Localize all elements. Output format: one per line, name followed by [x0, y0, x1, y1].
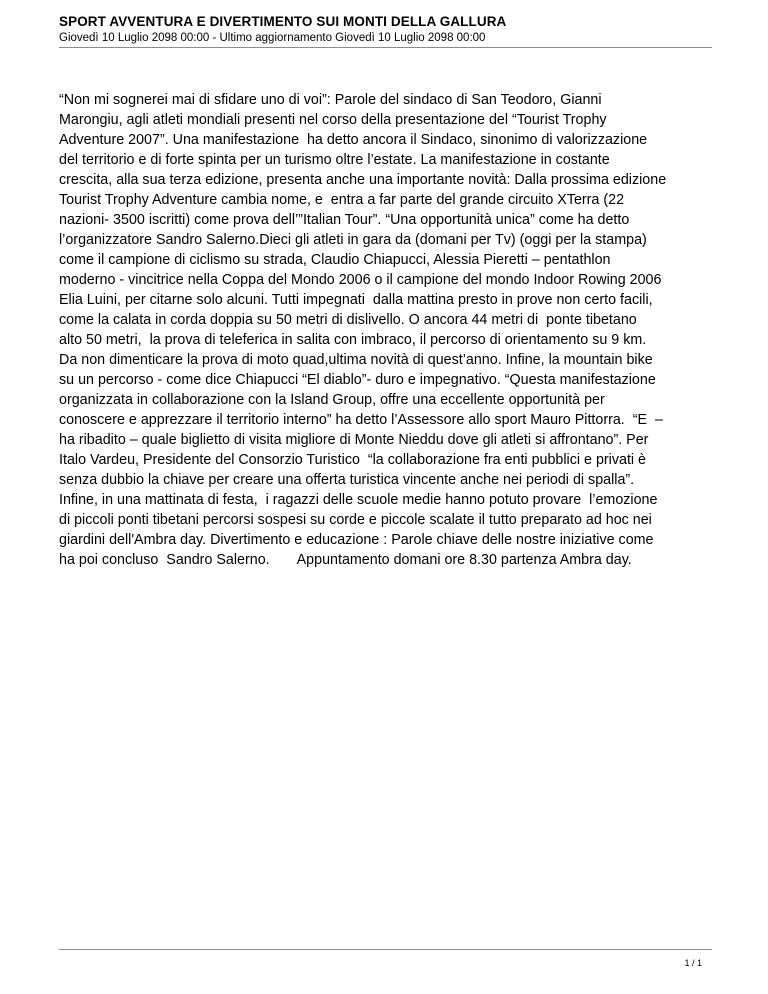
footer-divider — [59, 949, 712, 950]
article-dateline: Giovedì 10 Luglio 2098 00:00 - Ultimo aggiornamento Giovedì 10 Luglio 2098 00:00 — [59, 32, 486, 44]
article-body: “Non mi sognerei mai di sfidare uno di voi”: Parole del sindaco di San Teodoro, Gianni Marongiu, agli atleti mondiali presenti nel corso della presentazione del “Tourist Trophy Adventure 2007”. Una manifestazione ha detto ancora il Sindaco, sinonimo di valorizzazione del territorio e di forte spinta per un turismo oltre l’estate. La manifestazione in costante crescita, alla sua terza edizione, presenta anche una importante novità: Dalla prossima edizione Tourist Trophy Adventure cambia nome, e entra a far parte del grande circuito XTerra (22 nazioni- 3500 iscritti) come prova dell’”Italian Tour”. “Una opportunità unica” come ha detto l’organizzatore Sandro Salerno.Dieci gli atleti in gara da (domani per Tv) (oggi per la stampa) come il campione di ciclismo su strada, Claudio Chiapucci, Alessia Pieretti – pentathlon moderno - vincitrice nella Coppa del Mondo 2006 o il campione del mondo Indoor Rowing 2006 Elia Luini, per citarne solo alcuni. Tutti impegnati dalla mattina presto in prove non certo facili, come la calata in corda doppia su 50 metri di dislivello. O ancora 44 metri di ponte tibetano alto 50 metri, la prova di teleferica in salita con imbraco, il percorso di orientamento su 9 km. Da non dimenticare la prova di moto quad,ultima novità di quest’anno. Infine, la mountain bike su un percorso - come dice Chiapucci “El diablo”- duro e impegnativo. “Questa manifestazione organizzata in collaborazione con la Island Group, offre una eccellente opportunità per conoscere e apprezzare il territorio interno” ha detto l’Assessore allo sport Mauro Pittorra. “E – ha ribadito – quale biglietto di visita migliore di Monte Nieddu dove gli atleti si affrontano”. Per Italo Vardeu, Presidente del Consorzio Turistico “la collaborazione fra enti pubblici e privati è senza dubbio la chiave per creare una offerta turistica vincente anche nei periodi di spalla”. Infine, in una mattinata di festa, i ragazzi delle scuole medie hanno potuto provare l’emozione di piccoli ponti tibetani percorsi sospesi su corde e piccole scalate il tutto preparato ad hoc nei giardini dell'Ambra day. Divertimento e educazione : Parole chiave delle nostre iniziative come ha poi concluso Sandro Salerno. Appuntamento domani ore 8.30 partenza Ambra day. — [59, 92, 667, 568]
page-header — [59, 14, 709, 45]
article-title: SPORT AVVENTURA E DIVERTIMENTO SUI MONTI DELLA GALLURA — [59, 14, 507, 29]
page-number: 1 / 1 — [684, 958, 702, 968]
header-divider — [59, 47, 712, 48]
